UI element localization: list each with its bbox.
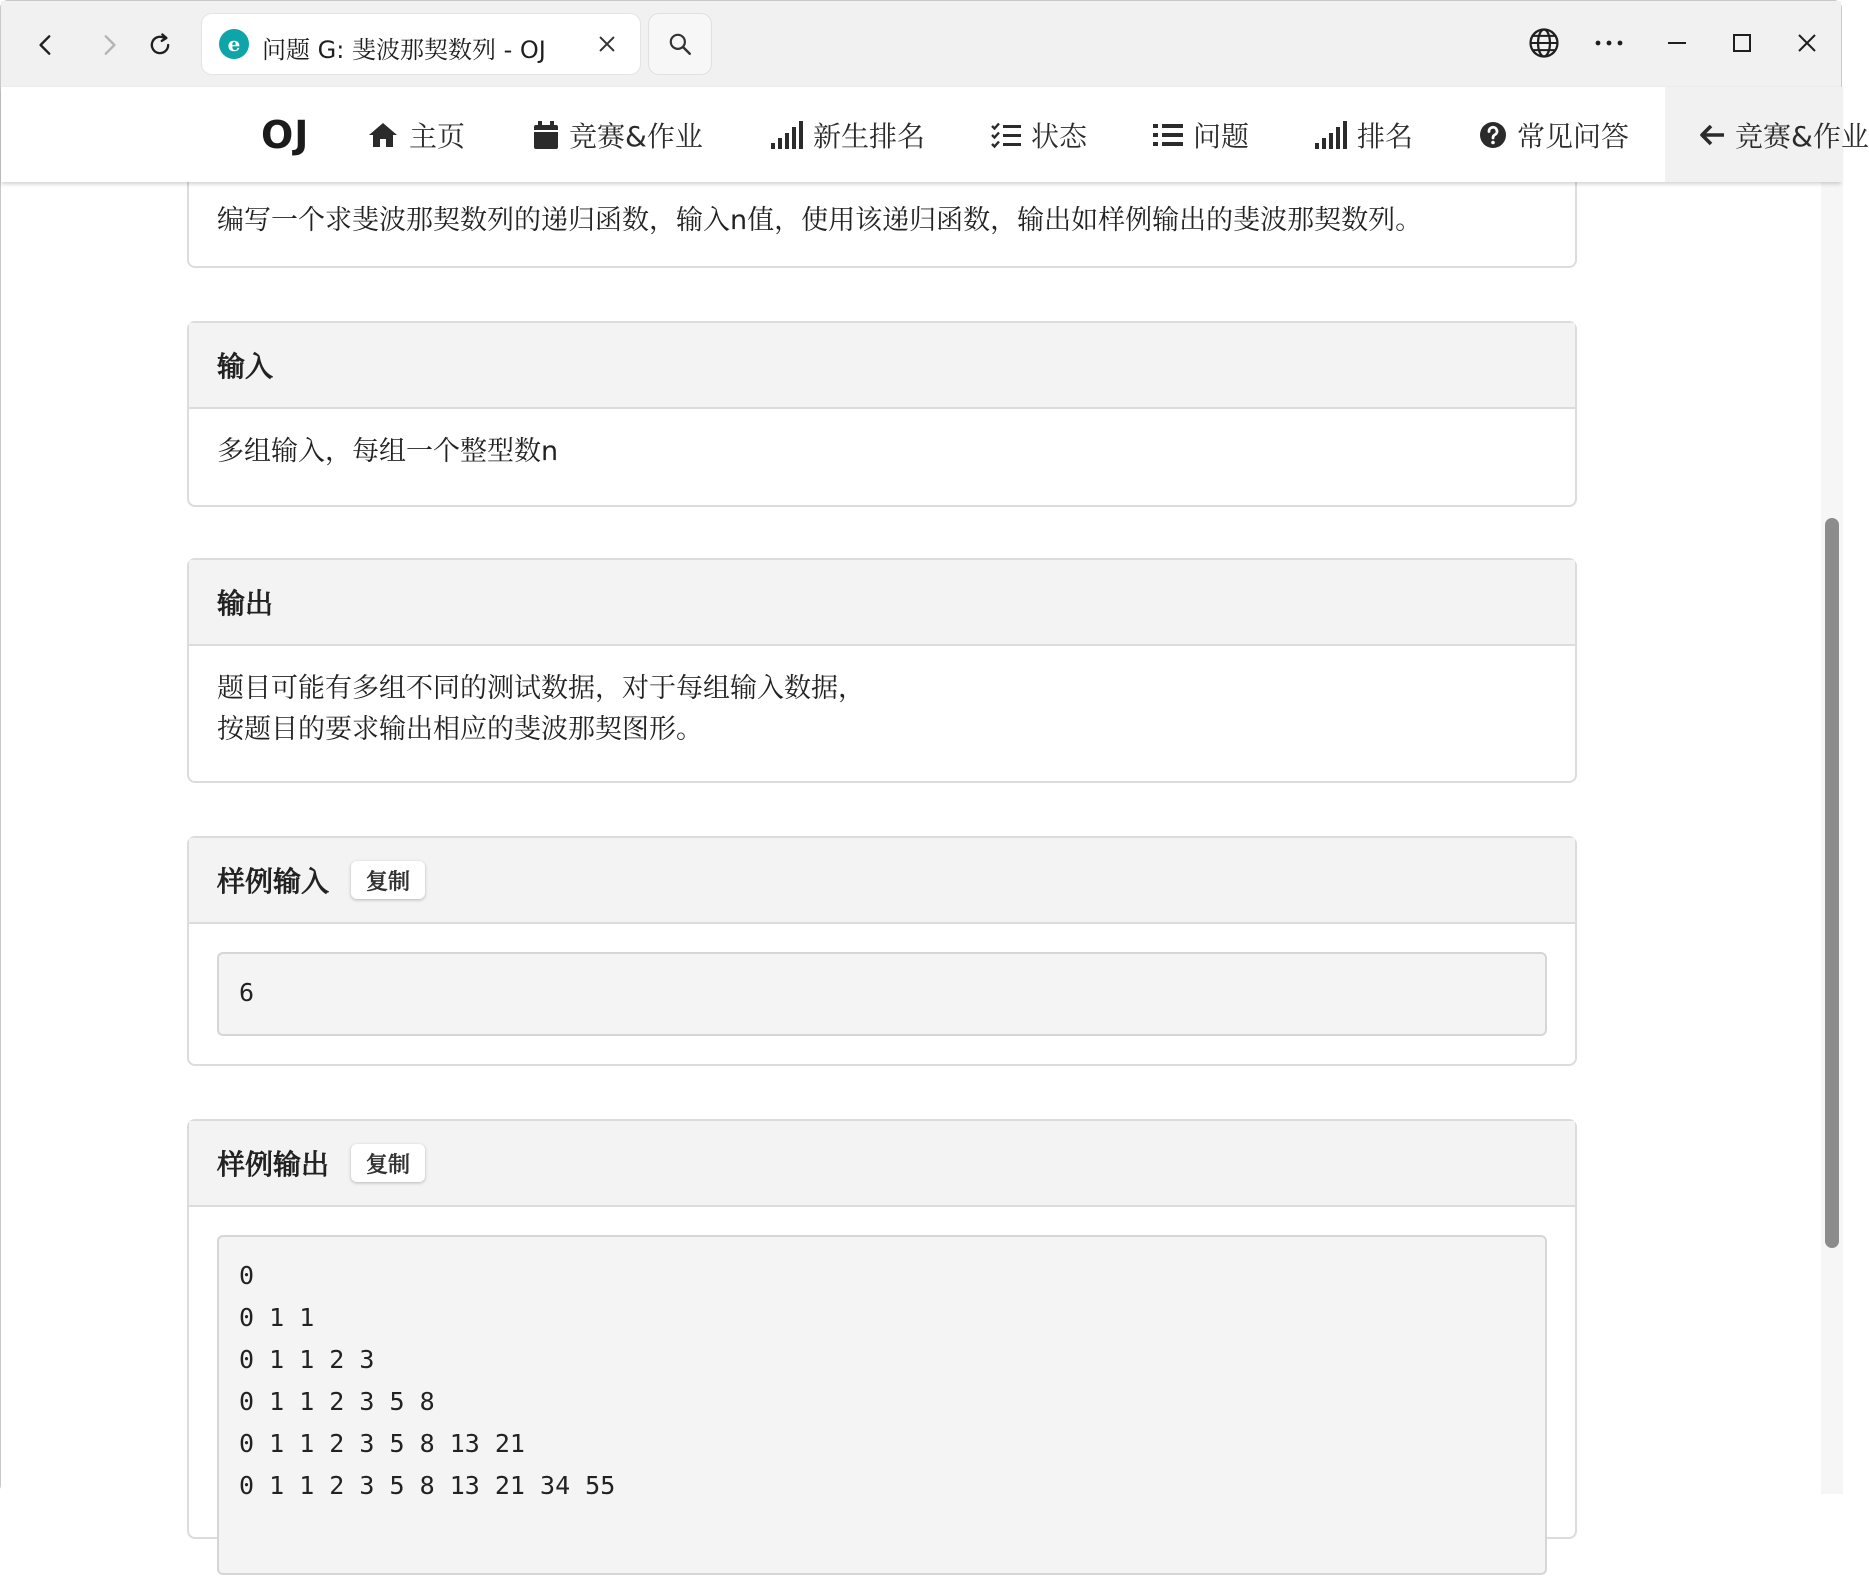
sample-output-body xyxy=(189,1207,1575,1595)
checklist-icon xyxy=(991,122,1021,148)
refresh-button[interactable] xyxy=(135,20,185,70)
nav-item-status[interactable] xyxy=(991,115,1087,155)
nav-item-freshman-rank[interactable] xyxy=(771,115,925,155)
site-brand[interactable]: OJ xyxy=(261,113,310,157)
forward-button[interactable] xyxy=(84,20,134,70)
active-tab[interactable] xyxy=(202,14,640,74)
signal-bars-icon xyxy=(771,121,803,149)
question-circle-icon xyxy=(1479,121,1507,149)
close-icon xyxy=(1796,32,1818,54)
nav-item-ranking[interactable] xyxy=(1315,115,1413,155)
description-text: 编写一个求斐波那契数列的递归函数，输入n值，使用该递归函数，输出如样例输出的斐波那契数列。 xyxy=(217,205,1423,236)
browser-titlebar xyxy=(1,1,1841,87)
copy-sample-input-button[interactable]: 复制 xyxy=(351,861,425,899)
sample-input-title: 样例输入 xyxy=(217,865,330,898)
sample-output-content[interactable]: 0 0 1 1 0 1 1 2 3 0 1 1 2 3 5 8 0 1 1 2 3 5 8 13 21 0 1 1 2 3 5 8 13 21 34 55 xyxy=(217,1235,1547,1575)
sample-input-body xyxy=(189,924,1575,1056)
output-card xyxy=(187,558,1577,783)
close-window-button[interactable] xyxy=(1781,19,1833,67)
problem-content xyxy=(1,182,1821,1500)
tab-search-button[interactable] xyxy=(649,14,711,74)
minimize-button[interactable] xyxy=(1651,19,1703,67)
nav-item-contests[interactable] xyxy=(533,115,703,155)
minimize-icon xyxy=(1666,32,1688,54)
site-navbar xyxy=(1,87,1869,182)
output-card-title: 输出 xyxy=(189,560,1575,646)
output-text-line: 题目可能有多组不同的测试数据，对于每组输入数据， xyxy=(217,673,865,704)
signal-bars-icon xyxy=(1315,121,1347,149)
globe-icon xyxy=(1527,26,1561,60)
tab-title: 问题 G: 斐波那契数列 - OJ xyxy=(262,36,546,64)
chevron-left-icon xyxy=(33,32,59,58)
more-options-button[interactable] xyxy=(1583,19,1635,67)
sample-output-card xyxy=(187,1119,1577,1539)
nav-item-back-to-contest[interactable] xyxy=(1699,115,1869,155)
nav-item-label: 新生排名 xyxy=(813,120,926,153)
nav-item-label: 问题 xyxy=(1193,120,1250,153)
output-text xyxy=(189,646,1575,770)
close-tab-button[interactable] xyxy=(589,26,625,62)
nav-item-label: 排名 xyxy=(1357,120,1414,153)
maximize-button[interactable] xyxy=(1716,19,1768,67)
sample-output-header xyxy=(189,1121,1575,1207)
nav-item-label: 竞赛&作业 xyxy=(1735,120,1869,153)
maximize-icon xyxy=(1731,32,1753,54)
refresh-icon xyxy=(146,31,174,59)
back-to-contest-area xyxy=(1665,87,1869,182)
chevron-right-icon xyxy=(96,32,122,58)
home-icon xyxy=(367,121,399,149)
site-favicon-icon: e xyxy=(219,29,249,59)
input-card-title: 输入 xyxy=(189,323,1575,409)
output-text-line: 按题目的要求输出相应的斐波那契图形。 xyxy=(217,714,703,745)
arrow-left-icon xyxy=(1699,123,1725,147)
scrollbar-thumb[interactable] xyxy=(1825,518,1839,1248)
translate-button[interactable] xyxy=(1518,19,1570,67)
copy-sample-output-button[interactable]: 复制 xyxy=(351,1144,425,1182)
nav-item-faq[interactable] xyxy=(1479,115,1629,155)
nav-item-label: 主页 xyxy=(409,120,466,153)
sample-input-content[interactable]: 6 xyxy=(217,952,1547,1036)
calendar-icon xyxy=(533,120,559,150)
close-icon xyxy=(596,33,618,55)
nav-item-home[interactable] xyxy=(367,115,465,155)
nav-item-label: 常见问答 xyxy=(1517,120,1630,153)
nav-item-label: 状态 xyxy=(1031,120,1088,153)
nav-item-label: 竞赛&作业 xyxy=(569,120,703,153)
page-scrollbar[interactable] xyxy=(1821,182,1843,1494)
nav-item-problems[interactable] xyxy=(1153,115,1249,155)
back-button[interactable] xyxy=(21,20,71,70)
input-text: 多组输入，每组一个整型数n xyxy=(217,436,559,467)
search-icon xyxy=(667,31,693,57)
sample-input-card xyxy=(187,836,1577,1066)
list-icon xyxy=(1153,122,1183,148)
input-card xyxy=(187,321,1577,507)
more-icon xyxy=(1593,38,1625,48)
sample-output-title: 样例输出 xyxy=(217,1148,330,1181)
sample-input-header xyxy=(189,838,1575,924)
